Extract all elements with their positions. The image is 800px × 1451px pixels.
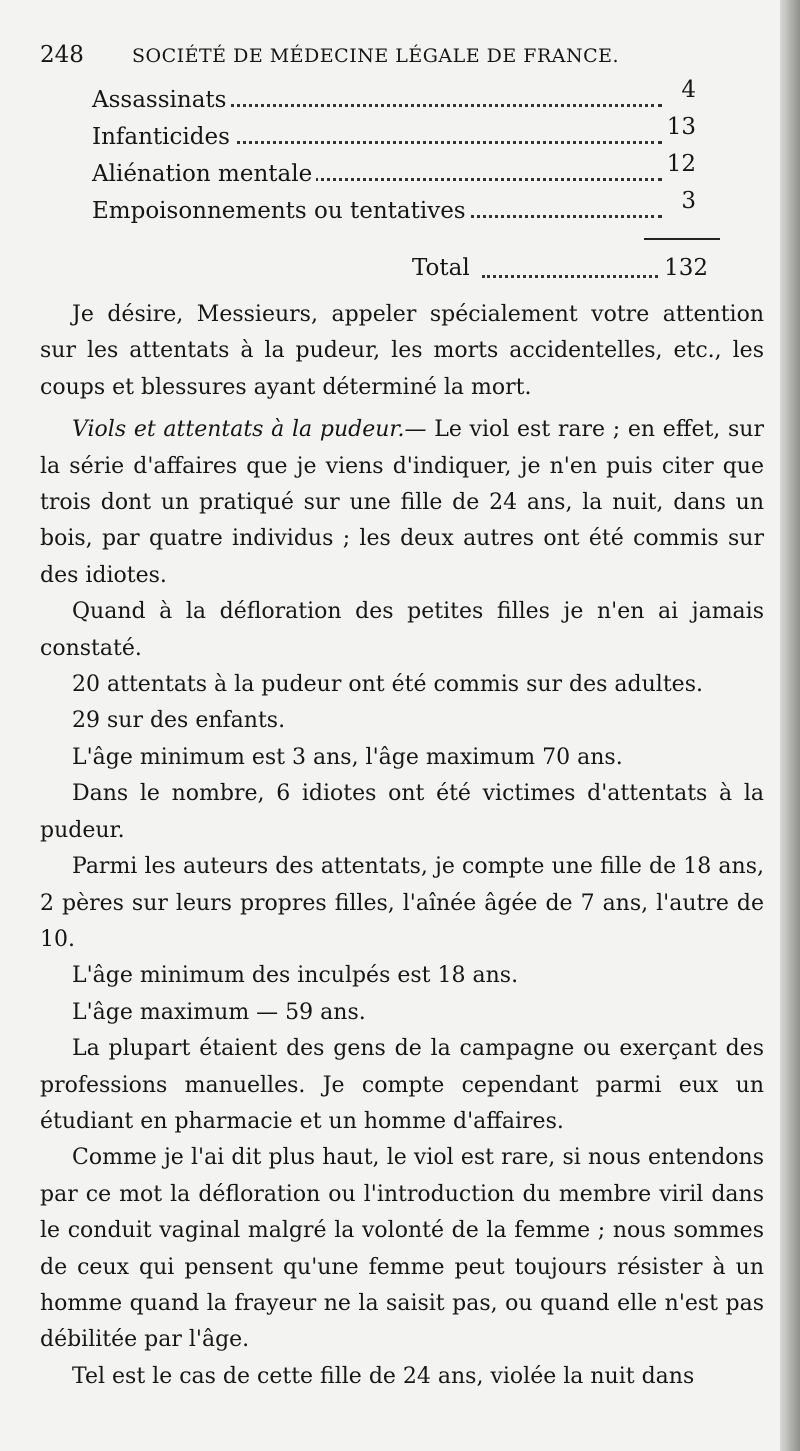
stat-row <box>92 188 722 230</box>
paragraph: Je désire, Messieurs, appeler spécialement votre attention sur les attentats à la pudeur, les morts accidentelles, etc., les coups et blessures ayant déterminé la mort. <box>40 302 764 400</box>
section-heading: Viols et attentats à la pudeur.— <box>72 417 427 443</box>
page-header <box>40 42 760 76</box>
stat-label: Assassinats <box>92 87 230 113</box>
sum-rule <box>644 238 720 240</box>
stat-value: 12 <box>663 146 696 183</box>
dot-leaders <box>482 275 658 278</box>
stat-value: 3 <box>677 183 696 220</box>
paragraph: Tel est le cas de cette fille de 24 ans, violée la nuit dans <box>72 1363 695 1389</box>
stat-label: Empoisonnements ou tentatives <box>92 198 470 224</box>
paragraph: L'âge minimum est 3 ans, l'âge maximum 70 ans. <box>72 744 623 770</box>
total-row <box>412 250 722 286</box>
paragraph: Quand à la défloration des petites filles je n'en ai jamais constaté. <box>40 599 764 661</box>
total-label: Total <box>412 255 474 281</box>
stat-label: Infanticides <box>92 124 234 150</box>
total-value: 132 <box>664 255 708 281</box>
paragraph: La plupart étaient des gens de la campagne ou exerçant des professions manuelles. Je compte cependant parmi eux un étudiant en pharmacie et un homme d'affaires. <box>40 1036 764 1134</box>
stat-row <box>92 151 722 193</box>
paragraph: Comme je l'ai dit plus haut, le viol est rare, si nous entendons par ce mot la défloration ou l'introduction du membre viril dans le conduit vaginal malgré la volonté de la femme ; nous sommes de ceux qui pensent qu'une femme peut toujours résister à un homme quand la frayeur ne la saisit pas, ou quand elle n'est pas débilitée par l'âge. <box>40 1145 764 1353</box>
paragraph <box>40 412 764 594</box>
stat-value: 13 <box>663 109 696 146</box>
statistics-list <box>92 77 722 230</box>
stat-row <box>92 77 722 119</box>
paragraph: L'âge maximum — 59 ans. <box>72 999 366 1025</box>
page-number: 248 <box>40 42 84 68</box>
paragraph: 29 sur des enfants. <box>72 708 286 734</box>
page-edge-shadow <box>780 0 800 1451</box>
body-text <box>40 297 764 1395</box>
stat-value: 4 <box>677 72 696 109</box>
paragraph: 20 attentats à la pudeur ont été commis sur des adultes. <box>72 672 703 698</box>
stat-label: Aliénation mentale <box>92 161 316 187</box>
paragraph-text: Le viol est rare ; en effet, sur la série d'affaires que je viens d'indiquer, je n'en puis citer que trois dont un pratiqué sur une fille de 24 ans, la nuit, dans un bois, par quatre individus ; les deux autres ont été commis sur des idiotes. <box>40 417 764 588</box>
paragraph: Parmi les auteurs des attentats, je compte une fille de 18 ans, 2 pères sur leurs propres filles, l'aînée âgée de 7 ans, l'autre de 10. <box>40 854 764 952</box>
stat-row <box>92 114 722 156</box>
running-head: SOCIÉTÉ DE MÉDECINE LÉGALE DE FRANCE. <box>132 45 620 67</box>
paragraph: Dans le nombre, 6 idiotes ont été victimes d'attentats à la pudeur. <box>40 781 764 843</box>
paragraph: L'âge minimum des inculpés est 18 ans. <box>72 963 519 989</box>
